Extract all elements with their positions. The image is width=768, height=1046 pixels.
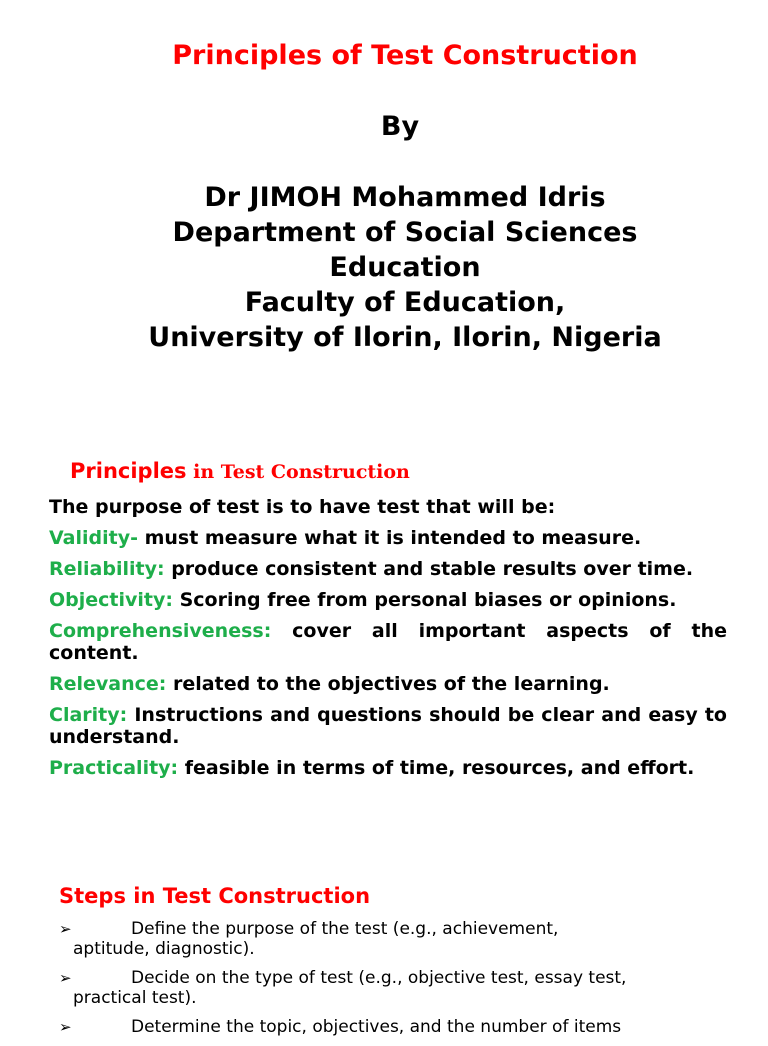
- steps-list: [59, 919, 667, 1046]
- principle-term: Practicality:: [49, 757, 179, 779]
- principle-term: Comprehensiveness:: [49, 620, 272, 642]
- principles-heading-main: Principles: [70, 459, 187, 483]
- author-block: [0, 180, 768, 355]
- arrow-bullet-icon: ➢: [59, 1018, 72, 1036]
- author-department-cont: Education: [329, 252, 481, 283]
- principle-term: Clarity:: [49, 704, 128, 726]
- principle-term: Validity-: [49, 527, 138, 549]
- steps-heading: Steps in Test Construction: [59, 884, 371, 908]
- principle-term: Reliability:: [49, 558, 165, 580]
- principle-item: [49, 620, 727, 664]
- step-item: [59, 968, 667, 1008]
- document-title: Principles of Test Construction: [172, 40, 638, 71]
- step-text-first-line: Decide on the type of test (e.g., objective test, essay test,: [131, 968, 627, 988]
- by-line: By: [380, 111, 420, 142]
- principle-desc: Scoring free from personal biases or opinions.: [172, 589, 677, 611]
- principle-item: [49, 673, 727, 695]
- principle-item: [49, 527, 727, 549]
- principle-term: Relevance:: [49, 673, 167, 695]
- principle-item: [49, 757, 727, 779]
- principles-list: [49, 496, 727, 788]
- principles-intro: The purpose of test is to have test that will be:: [49, 496, 556, 518]
- author-university: University of Ilorin, Ilorin, Nigeria: [148, 322, 662, 353]
- step-text-rest: practical test).: [73, 988, 197, 1008]
- principle-term: Objectivity:: [49, 589, 173, 611]
- arrow-bullet-icon: ➢: [59, 920, 72, 938]
- principle-desc: produce consistent and stable results over time.: [164, 558, 694, 580]
- principle-desc: must measure what it is intended to measure.: [137, 527, 642, 549]
- principles-heading-rest: in Test Construction: [186, 461, 410, 483]
- step-item: [59, 1017, 667, 1037]
- author-department: Department of Social Sciences: [172, 217, 638, 248]
- step-text-first-line: Define the purpose of the test (e.g., achievement,: [131, 919, 559, 939]
- principle-desc: feasible in terms of time, resources, and effort.: [178, 757, 695, 779]
- arrow-bullet-icon: ➢: [59, 969, 72, 987]
- step-text-rest: aptitude, diagnostic).: [73, 939, 255, 959]
- author-faculty: Faculty of Education,: [244, 287, 566, 318]
- principle-desc: cover all important aspects of the content.: [49, 620, 727, 664]
- principles-heading: [70, 459, 410, 483]
- author-name: Dr JIMOH Mohammed Idris: [204, 182, 606, 213]
- principle-desc: Instructions and questions should be clear and easy to understand.: [49, 704, 727, 748]
- principle-item: [49, 558, 727, 580]
- step-text-first-line: Determine the topic, objectives, and the number of items: [131, 1017, 622, 1037]
- principle-desc: related to the objectives of the learning.: [166, 673, 610, 695]
- principle-item: [49, 704, 727, 748]
- principle-item: [49, 589, 727, 611]
- step-item: [59, 919, 667, 959]
